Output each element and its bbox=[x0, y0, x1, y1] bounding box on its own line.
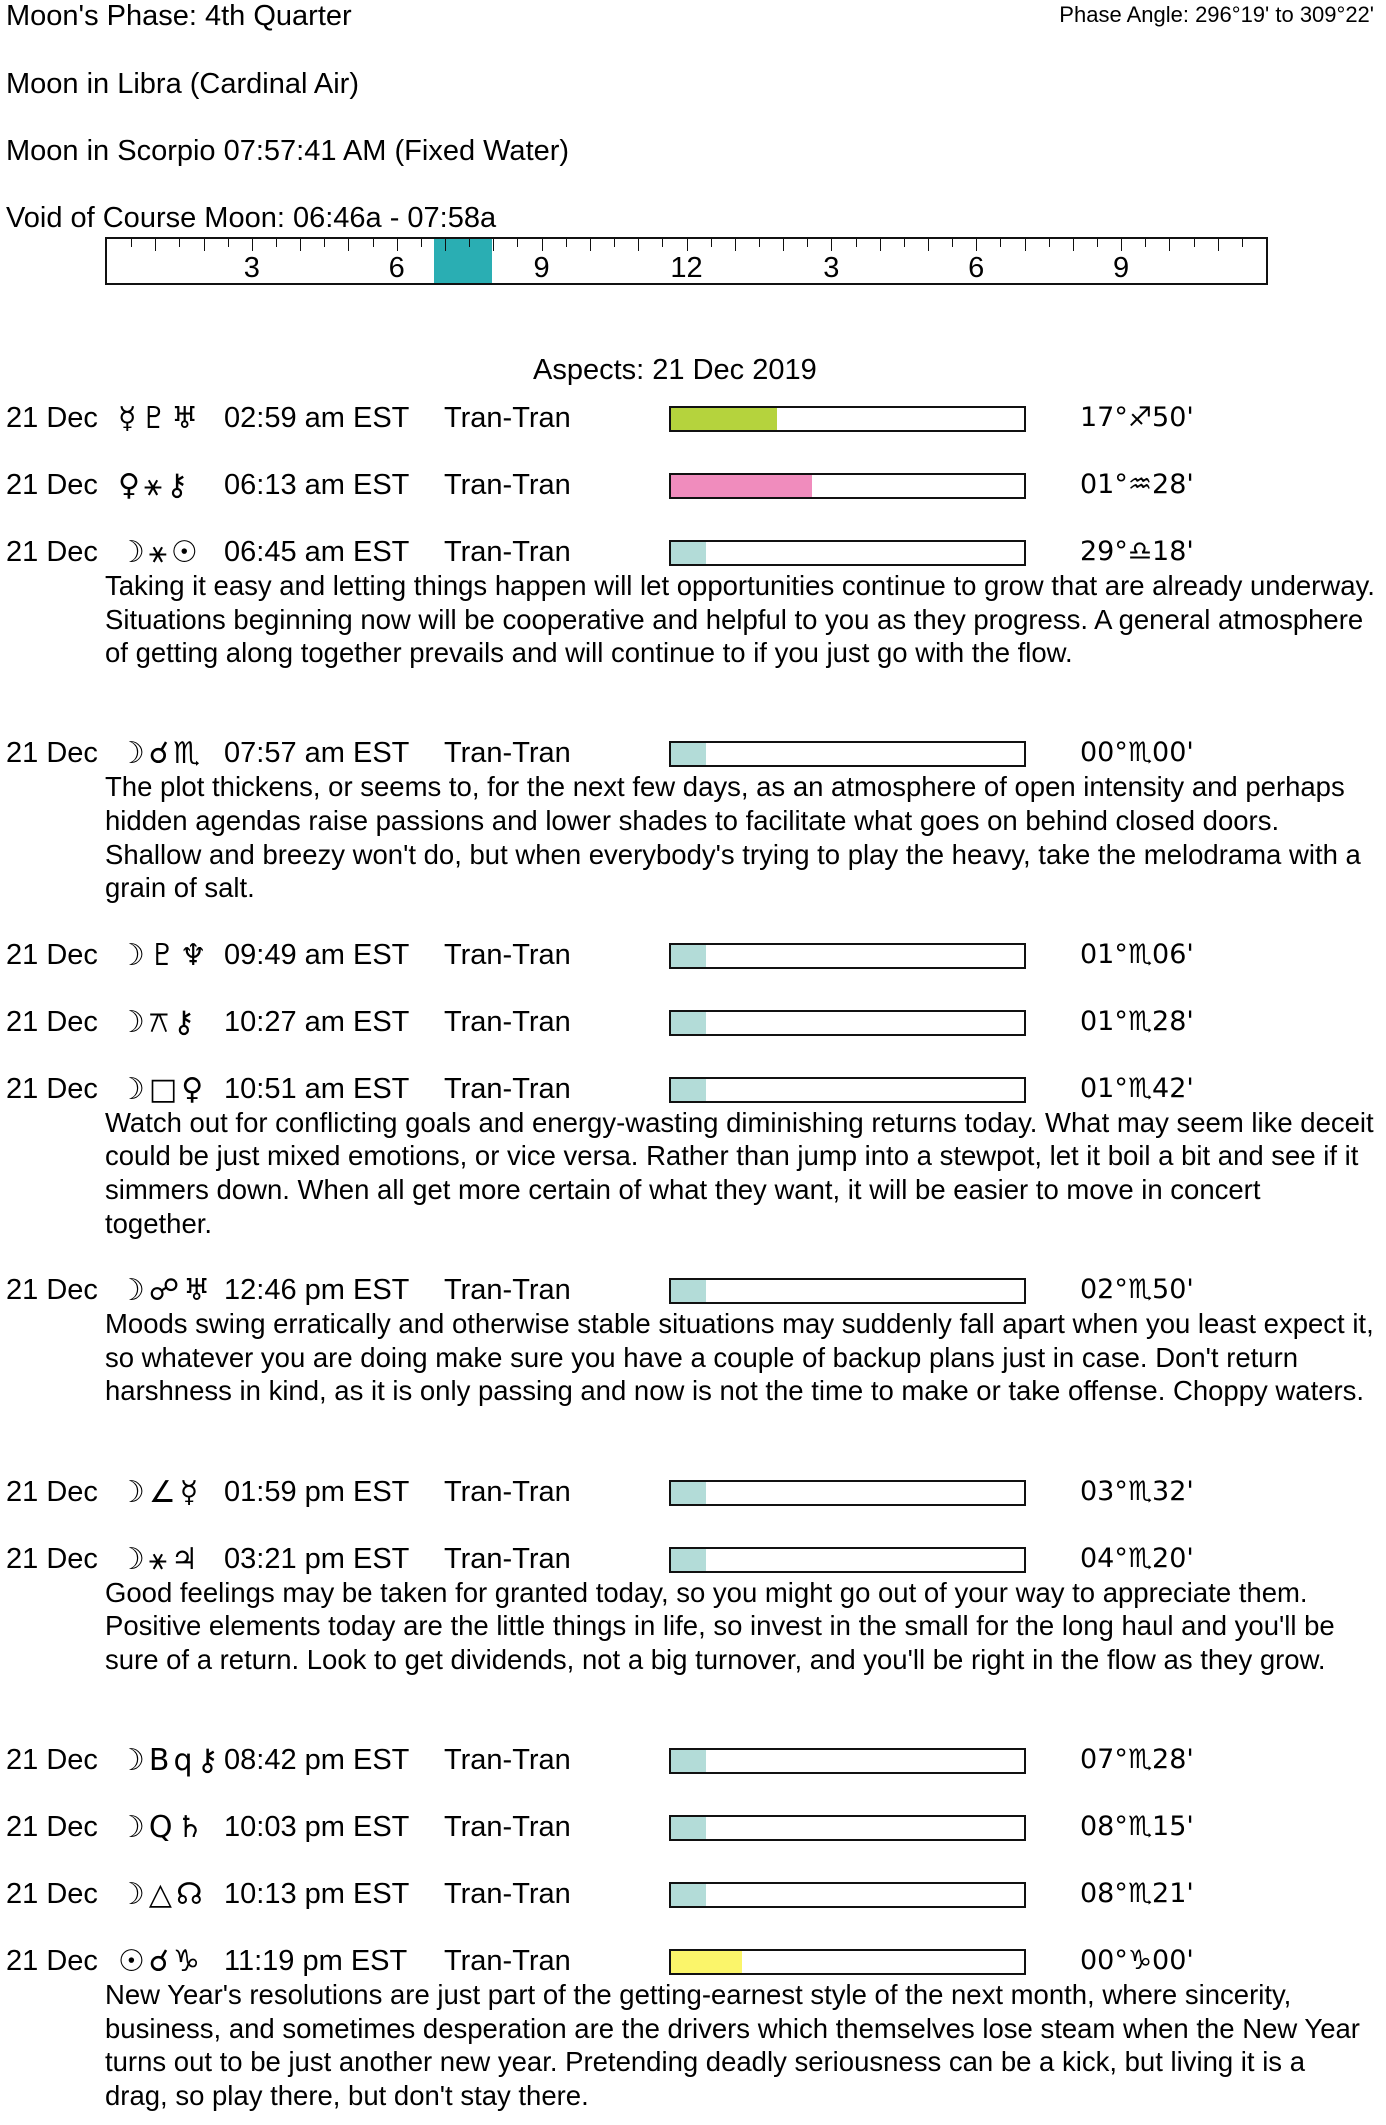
aspect-strength-bar bbox=[669, 1077, 1026, 1103]
void-of-course: Void of Course Moon: 06:46a - 07:58a bbox=[6, 202, 497, 234]
timeline-tick bbox=[1218, 239, 1219, 251]
aspect-description: The plot thickens, or seems to, for the next few days, as an atmosphere of open intensity and perhaps hidden agendas raise passions and lower shades to facilitate what goes on behind closed doors. Shallow and breezy won't do, but when everybody's trying to play the heavy, take the melodrama with a grain of salt. bbox=[105, 771, 1361, 904]
aspect-symbols-icon: ☽Bq⚷ bbox=[118, 1743, 223, 1778]
aspect-row bbox=[0, 1006, 1386, 1056]
aspect-time: 06:13 am EST bbox=[224, 469, 410, 501]
timeline-tick bbox=[445, 239, 446, 251]
timeline-tick bbox=[904, 239, 905, 247]
aspect-strength-fill bbox=[671, 1482, 706, 1504]
timeline-hour-label: 3 bbox=[823, 252, 840, 284]
timeline-tick bbox=[590, 239, 591, 251]
timeline-hour-label: 6 bbox=[388, 252, 405, 284]
timeline-hour-label: 6 bbox=[968, 252, 985, 284]
timeline-tick bbox=[348, 239, 349, 251]
timeline-tick bbox=[566, 239, 567, 247]
aspect-strength-fill bbox=[671, 408, 777, 430]
aspect-type: Tran-Tran bbox=[444, 1005, 571, 1038]
aspect-strength-fill bbox=[671, 1951, 742, 1973]
void-timeline bbox=[105, 237, 1268, 285]
timeline-tick bbox=[1073, 239, 1074, 251]
void-period-block bbox=[434, 239, 492, 283]
timeline-tick bbox=[928, 239, 929, 251]
timeline-tick bbox=[1025, 239, 1026, 251]
aspect-strength-bar bbox=[669, 540, 1026, 566]
aspect-time: 03:21 pm EST bbox=[224, 1542, 410, 1575]
timeline-tick bbox=[155, 239, 156, 251]
aspect-symbols-icon: ☽☍♅ bbox=[118, 1273, 215, 1309]
timeline-tick bbox=[735, 239, 736, 251]
aspect-description: Watch out for conflicting goals and energy-wasting diminishing returns today. What may seem like deceit could be just mixed emotions, or vice versa. Rather than jump into a stewpot, let it boil a bit and see if it simmers down. When all get more certain of what they want, it will be easier to move in concert together. bbox=[105, 1106, 1374, 1239]
aspect-strength-fill bbox=[671, 1012, 706, 1034]
aspect-time: 10:27 am EST bbox=[224, 1005, 410, 1038]
aspect-symbols-icon: ☽♇♆ bbox=[118, 937, 211, 973]
aspect-time: 07:57 am EST bbox=[224, 737, 410, 770]
timeline-tick bbox=[252, 239, 253, 251]
aspect-degree: 02°♏50' bbox=[1080, 1274, 1194, 1306]
aspect-date: 21 Dec bbox=[6, 536, 98, 568]
aspect-symbols-icon: ☽Q♄ bbox=[118, 1810, 208, 1845]
timeline-tick bbox=[783, 239, 784, 251]
aspect-time: 10:51 am EST bbox=[224, 1072, 410, 1105]
aspect-degree: 01°♏42' bbox=[1080, 1072, 1194, 1104]
aspect-symbols-icon: ♀⚹⚷ bbox=[118, 468, 192, 503]
aspect-strength-fill bbox=[671, 542, 706, 564]
aspect-symbols-icon: ☽△☊ bbox=[118, 1877, 207, 1912]
aspect-degree: 07°♏28' bbox=[1080, 1744, 1194, 1775]
timeline-tick bbox=[662, 239, 663, 247]
aspect-degree: 01°♏06' bbox=[1080, 938, 1194, 970]
aspect-row bbox=[0, 1476, 1386, 1526]
timeline-tick bbox=[687, 239, 688, 251]
aspect-degree: 08°♏21' bbox=[1080, 1878, 1194, 1909]
timeline-hour-label: 12 bbox=[670, 252, 703, 284]
aspect-symbols-icon: ☿♇♅ bbox=[118, 401, 203, 436]
timeline-tick bbox=[493, 239, 494, 251]
aspect-row bbox=[0, 1811, 1386, 1861]
aspect-date: 21 Dec bbox=[6, 1811, 98, 1843]
aspect-type: Tran-Tran bbox=[444, 1878, 571, 1910]
aspect-symbols-icon: ☽□♀ bbox=[118, 1071, 208, 1107]
aspect-type: Tran-Tran bbox=[444, 536, 571, 568]
aspects-title: Aspects: 21 Dec 2019 bbox=[533, 354, 817, 386]
timeline-tick bbox=[276, 239, 277, 247]
aspect-degree: 01°♏28' bbox=[1080, 1005, 1194, 1037]
aspect-strength-bar bbox=[669, 943, 1026, 969]
aspect-strength-bar bbox=[669, 1748, 1026, 1774]
aspect-date: 21 Dec bbox=[6, 1744, 98, 1776]
aspect-date: 21 Dec bbox=[6, 469, 98, 501]
aspect-date: 21 Dec bbox=[6, 1542, 98, 1575]
aspect-type: Tran-Tran bbox=[444, 737, 571, 770]
aspect-strength-fill bbox=[671, 1079, 706, 1101]
aspect-degree: 00°♏00' bbox=[1080, 737, 1194, 769]
aspect-date: 21 Dec bbox=[6, 737, 98, 770]
aspect-time: 02:59 am EST bbox=[224, 402, 410, 434]
aspect-time: 08:42 pm EST bbox=[224, 1744, 410, 1776]
aspect-symbols-icon: ☽⚹♃ bbox=[118, 1541, 202, 1577]
timeline-tick bbox=[614, 239, 615, 247]
aspect-type: Tran-Tran bbox=[444, 1274, 571, 1307]
moon-phase: Moon's Phase: 4th Quarter bbox=[6, 0, 352, 32]
timeline-hour-label: 3 bbox=[243, 252, 260, 284]
timeline-tick bbox=[856, 239, 857, 247]
aspect-degree: 00°♑00' bbox=[1080, 1945, 1194, 1976]
aspect-strength-fill bbox=[671, 1549, 706, 1571]
timeline-tick bbox=[542, 239, 543, 251]
aspect-strength-fill bbox=[671, 475, 812, 497]
timeline-tick bbox=[469, 239, 470, 247]
moon-sign-scorpio: Moon in Scorpio 07:57:41 AM (Fixed Water) bbox=[6, 135, 570, 167]
aspect-date: 21 Dec bbox=[6, 1005, 98, 1038]
aspect-degree: 04°♏20' bbox=[1080, 1542, 1194, 1574]
timeline-tick bbox=[638, 239, 639, 251]
aspect-row bbox=[0, 469, 1386, 519]
aspect-type: Tran-Tran bbox=[444, 1542, 571, 1575]
aspect-symbols-icon: ☉☌♑ bbox=[118, 1944, 204, 1979]
aspect-type: Tran-Tran bbox=[444, 1475, 571, 1508]
aspect-date: 21 Dec bbox=[6, 938, 98, 971]
aspect-strength-bar bbox=[669, 1547, 1026, 1573]
aspect-time: 01:59 pm EST bbox=[224, 1475, 410, 1508]
timeline-tick bbox=[179, 239, 180, 247]
timeline-tick bbox=[517, 239, 518, 247]
timeline-tick bbox=[300, 239, 301, 251]
timeline-tick bbox=[421, 239, 422, 247]
aspect-time: 11:19 pm EST bbox=[224, 1945, 408, 1977]
aspect-symbols-icon: ☽☌♏ bbox=[118, 736, 204, 772]
aspect-description: Moods swing erratically and otherwise stable situations may suddenly fall apart when you least expect it, so whatever you are doing make sure you have a couple of backup plans just in case. Don't return harshness in kind, as it is only passing and now is not the time to make or take offense. Choppy waters. bbox=[105, 1308, 1374, 1407]
aspect-description: Taking it easy and letting things happen will let opportunities continue to grow that are already underway. Situations beginning now will be cooperative and helpful to you as they progress. A general atmosphere of getting along together prevails and will continue to if you just go with the flow. bbox=[105, 570, 1375, 669]
aspect-type: Tran-Tran bbox=[444, 1811, 571, 1843]
aspect-symbols-icon: ☽∠☿ bbox=[118, 1474, 203, 1510]
timeline-tick bbox=[1194, 239, 1195, 247]
timeline-tick bbox=[131, 239, 132, 247]
aspect-strength-fill bbox=[671, 743, 706, 765]
aspect-date: 21 Dec bbox=[6, 1072, 98, 1105]
timeline-tick bbox=[1049, 239, 1050, 247]
aspect-type: Tran-Tran bbox=[444, 469, 571, 501]
aspect-symbols-icon: ☽⚹☉ bbox=[118, 535, 202, 570]
timeline-tick bbox=[397, 239, 398, 251]
aspect-strength-fill bbox=[671, 1884, 706, 1906]
aspect-type: Tran-Tran bbox=[444, 1072, 571, 1105]
aspect-description: Good feelings may be taken for granted today, so you might go out of your way to appreciate them. Positive elements today are the little things in life, so invest in the small for the long haul and you'll be sure of a return. Look to get dividends, not a big turnover, and you'll be right in the flow as they grow. bbox=[105, 1576, 1335, 1675]
aspect-degree: 03°♏32' bbox=[1080, 1475, 1194, 1507]
timeline-tick bbox=[1121, 239, 1122, 251]
aspect-date: 21 Dec bbox=[6, 402, 98, 434]
aspect-degree: 17°♐50' bbox=[1080, 402, 1194, 433]
aspect-type: Tran-Tran bbox=[444, 1945, 571, 1977]
phase-angle: Phase Angle: 296°19' to 309°22' bbox=[1059, 2, 1374, 27]
timeline-tick bbox=[1169, 239, 1170, 251]
timeline-tick bbox=[324, 239, 325, 247]
aspect-degree: 08°♏15' bbox=[1080, 1811, 1194, 1842]
timeline-tick bbox=[373, 239, 374, 247]
timeline-tick bbox=[976, 239, 977, 251]
aspect-date: 21 Dec bbox=[6, 1945, 98, 1977]
aspect-time: 10:13 pm EST bbox=[224, 1878, 410, 1910]
aspect-row bbox=[0, 1744, 1386, 1794]
timeline-hour-label: 9 bbox=[1113, 252, 1130, 284]
aspect-date: 21 Dec bbox=[6, 1475, 98, 1508]
timeline-tick bbox=[1000, 239, 1001, 247]
aspect-strength-bar bbox=[669, 473, 1026, 499]
aspect-strength-bar bbox=[669, 1949, 1026, 1975]
timeline-tick bbox=[1242, 239, 1243, 247]
aspect-strength-bar bbox=[669, 1278, 1026, 1304]
aspect-strength-fill bbox=[671, 945, 706, 967]
timeline-tick bbox=[807, 239, 808, 247]
aspect-row bbox=[0, 1878, 1386, 1928]
timeline-tick bbox=[711, 239, 712, 247]
timeline-hour-label: 9 bbox=[533, 252, 550, 284]
aspect-type: Tran-Tran bbox=[444, 402, 571, 434]
timeline-tick bbox=[228, 239, 229, 247]
aspect-symbols-icon: ☽⚻⚷ bbox=[118, 1004, 199, 1040]
aspect-strength-bar bbox=[669, 1010, 1026, 1036]
aspect-time: 10:03 pm EST bbox=[224, 1811, 410, 1843]
timeline-tick bbox=[1145, 239, 1146, 247]
aspect-strength-fill bbox=[671, 1750, 706, 1772]
aspect-type: Tran-Tran bbox=[444, 938, 571, 971]
aspect-strength-bar bbox=[669, 741, 1026, 767]
aspect-degree: 29°♎18' bbox=[1080, 536, 1194, 567]
timeline-tick bbox=[1097, 239, 1098, 247]
aspect-time: 12:46 pm EST bbox=[224, 1274, 410, 1307]
aspect-time: 06:45 am EST bbox=[224, 536, 410, 568]
aspect-strength-bar bbox=[669, 1882, 1026, 1908]
aspect-description: New Year's resolutions are just part of the getting-earnest style of the next month, where sincerity, business, and sometimes desperation are the drivers which themselves lose steam when the New Year turns out to be just another new year. Pretending deadly seriousness can be a kick, but living it is a drag, so play there, but don't stay there. bbox=[105, 1979, 1360, 2111]
timeline-tick bbox=[880, 239, 881, 251]
timeline-tick bbox=[831, 239, 832, 251]
aspect-row bbox=[0, 402, 1386, 452]
timeline-tick bbox=[759, 239, 760, 247]
aspect-degree: 01°♒28' bbox=[1080, 469, 1194, 500]
aspect-strength-bar bbox=[669, 406, 1026, 432]
aspect-strength-bar bbox=[669, 1815, 1026, 1841]
aspect-row bbox=[0, 939, 1386, 989]
aspect-date: 21 Dec bbox=[6, 1878, 98, 1910]
aspect-strength-fill bbox=[671, 1280, 706, 1302]
aspect-time: 09:49 am EST bbox=[224, 938, 410, 971]
aspect-strength-bar bbox=[669, 1480, 1026, 1506]
aspect-strength-fill bbox=[671, 1817, 706, 1839]
aspect-type: Tran-Tran bbox=[444, 1744, 571, 1776]
timeline-tick bbox=[204, 239, 205, 251]
aspect-date: 21 Dec bbox=[6, 1274, 98, 1307]
moon-sign-libra: Moon in Libra (Cardinal Air) bbox=[6, 68, 359, 100]
timeline-tick bbox=[952, 239, 953, 247]
